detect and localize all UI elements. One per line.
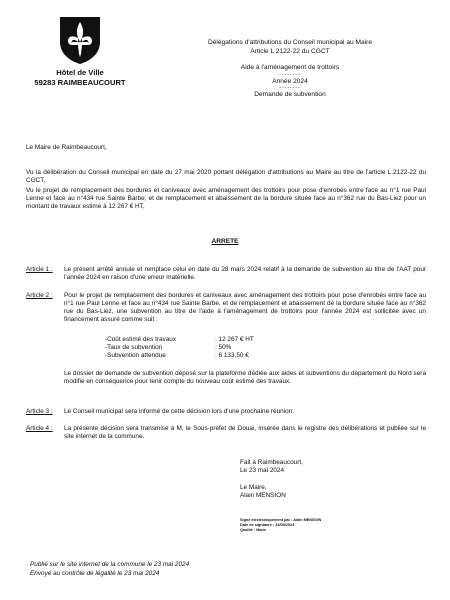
financing-label: -Coût estimé des travaux: [105, 336, 177, 343]
cutoff-line: [20, 594, 430, 600]
article-2-note: Le dossier de demande de subvention déposé sur la plateforme dédiée aux aides et subventions du département du Nord sera modifié en conséquence pour tenir compte du nouveau coût estimé des travaux.: [64, 370, 426, 386]
article-1-text: Le présent arrêté annule et remplace celui en date du 28 mars 2024 relatif à la demande de subvention au titre de l'AAT pour l'année 2024 en raison d'une erreur matérielle.: [64, 266, 426, 282]
doc-type-line: Demande de subvention: [254, 91, 326, 99]
publication-footer: [30, 561, 189, 578]
city-crest-logo: [57, 14, 103, 66]
esig-date: Date de signature : 23/05/2024: [240, 522, 295, 527]
esig-quality: Qualité : Maire: [240, 527, 267, 532]
electronic-signature-stamp: [240, 518, 321, 532]
signature-date: Le 23 mai 2024: [240, 467, 285, 475]
article-3-label: Article 3 :: [26, 408, 53, 415]
city-hall-label: Hôtel de Ville: [56, 68, 104, 77]
article-1-label: Article 1 :: [26, 266, 53, 273]
salutation: Le Maire de Raimbeaucourt,: [26, 144, 107, 151]
esig-signer: Signé électroniquement par : Alain MENSION: [240, 518, 322, 522]
document-heading: [190, 39, 390, 100]
signature-place: Fait à Raimbeaucourt,: [240, 459, 303, 466]
financing-value: : 6 133,50 €: [215, 352, 249, 360]
financing-value: : 12 267 € HT: [215, 336, 254, 343]
article-2-text: Pour le projet de remplacement des bordures et caniveaux avec aménagement des trottoirs pour pose d'enrobés entre face au n°1 rue Paul Lenne et face au n°434 rue Sainte Barbe, et de remplacement et abaissement de la bordure située face au n°362 rue du Bas-Liez, une subvention au titre de l'aide à l'aménagement de trottoirs pour l'année 2024 est sollicitée avec un financement assuré comme suit :: [64, 292, 426, 324]
subject-line: Aide à l'aménagement de trottoirs: [240, 64, 340, 72]
issuer-block: [10, 68, 150, 88]
heading-line-2: Article L 2122-22 du CGCT: [250, 47, 330, 55]
article-4-text: La présente décision sera transmise à M. le Sous-préfet de Douai, insérée dans le registre des délibérations et publiée sur le site internet de la commune.: [64, 425, 426, 441]
signature-block: [240, 459, 303, 500]
city-address: 59283 RAIMBEAUCOURT: [34, 78, 126, 87]
vu-paragraph-1: Vu la délibération du Conseil municipal en date du 27 mai 2020 portant délégation d'attributions au Maire au titre de l'article L.2122-22 du CGCT,: [26, 169, 426, 185]
article-2-label: Article 2 :: [26, 292, 53, 299]
heading-line-1: Délégations d'attributions du Conseil municipal au Maire: [208, 39, 372, 46]
separator-1: --------: [279, 71, 301, 78]
article-4-label: Article 4 :: [26, 425, 53, 432]
arrete-heading: ARRETE: [211, 238, 239, 245]
year-line: Année 2024: [272, 77, 308, 85]
signature-name: Alain MENSION: [240, 492, 286, 500]
separator-2: --------: [279, 85, 301, 92]
financing-row: [105, 336, 254, 360]
financing-value: : 50%: [215, 344, 232, 352]
published-line: Publié sur le site internet de la commune le 23 mai 2024: [30, 561, 190, 568]
vu-paragraph-2: Vu le projet de remplacement des bordures et caniveaux avec aménagement des trottoirs pour pose d'enrobés entre face au n°1 rue Paul Lenne et face au n°434 rue Sainte Barbe, et de remplacement et abaissement de la bordure située face au n°362 rue du Bas-Liez pour un montant de travaux estimé à 12 267 € HT,: [26, 187, 426, 211]
financing-label: -Subvention attendue: [105, 352, 166, 360]
sent-line: Envoyé au contrôle de légalité le 23 mai 2024: [30, 569, 160, 577]
signature-role: Le Maire,: [240, 484, 267, 492]
article-3-text: Le Conseil municipal sera informé de cette décision lors d'une prochaine réunion.: [64, 408, 294, 415]
financing-label: -Taux de subvention: [105, 344, 163, 352]
